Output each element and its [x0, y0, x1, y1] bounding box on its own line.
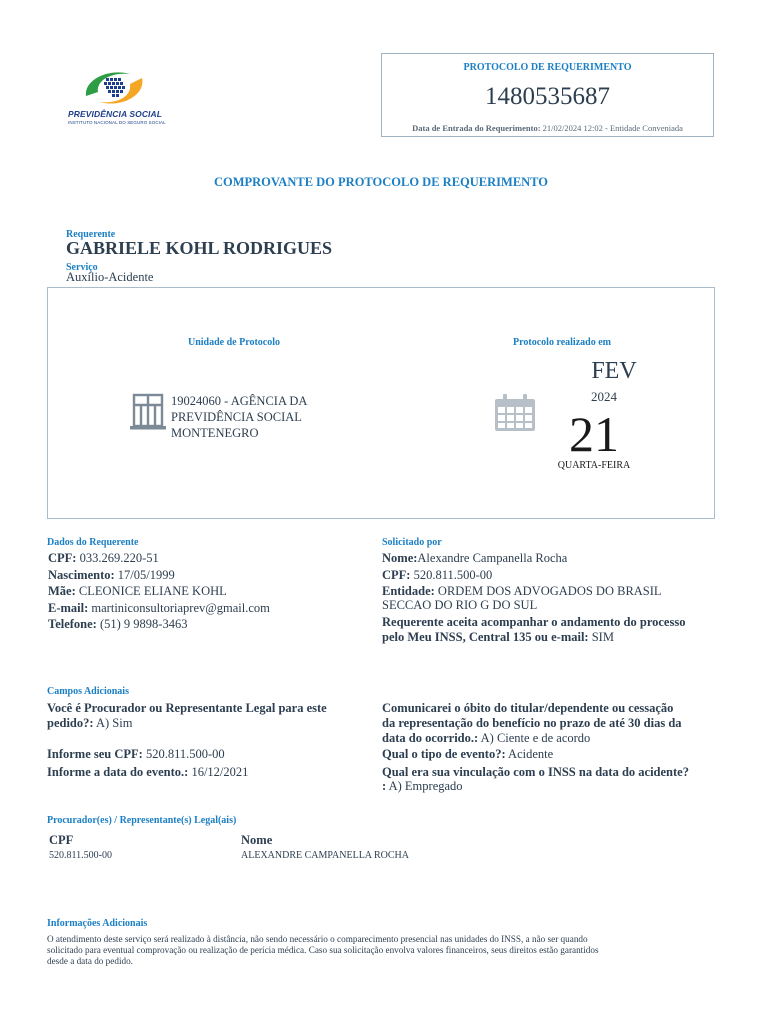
- question-1: [47, 700, 327, 716]
- inss-logo: [66, 66, 166, 130]
- additional-info-title: Informações Adicionais: [47, 918, 148, 929]
- requester-cpf-value: 033.269.220-51: [79, 551, 159, 565]
- requester-phone-key: Telefone:: [48, 617, 97, 631]
- unit-name: [171, 393, 307, 441]
- representative-cpf: 520.811.500-00: [49, 850, 112, 861]
- question-4-cont-1: [382, 715, 682, 731]
- requester-data-title: Dados do Requerente: [47, 537, 139, 548]
- requester-label: Requerente: [66, 229, 116, 240]
- protocol-unit-box: [47, 287, 715, 519]
- requester-accept-value: SIM: [591, 630, 614, 644]
- question-1-line-2: pedido?:: [47, 716, 94, 730]
- requested-by-entity-key: Entidade:: [382, 584, 435, 598]
- header-name: Nome: [241, 833, 273, 847]
- requested-by-cpf: [382, 567, 492, 583]
- protocol-number: 1480535687: [485, 83, 610, 110]
- question-4-line-3: data do ocorrido.:: [382, 731, 479, 745]
- document-title: COMPROVANTE DO PROTOCOLO DE REQUERIMENTO: [213, 175, 549, 189]
- protocol-entry-date: [382, 123, 713, 133]
- question-1-value: A) Sim: [95, 716, 133, 730]
- representatives-title: Procurador(es) / Representante(s) Legal(ais): [47, 815, 237, 826]
- requested-by-cpf-key: CPF:: [382, 568, 411, 582]
- requested-by-entity-line-1: ORDEM DOS ADVOGADOS DO BRASIL: [437, 584, 662, 598]
- representatives-header-cpf: [49, 832, 73, 848]
- unit-line-1: 19024060 - AGÊNCIA DA: [171, 394, 308, 408]
- requester-email-value: martiniconsultoriaprev@gmail.com: [91, 601, 270, 615]
- logo-subtitle: INSTITUTO NACIONAL DO SEGURO SOCIAL: [68, 120, 166, 125]
- previdencia-logo-icon: [82, 66, 146, 110]
- requester-phone-value: (51) 9 9898-3463: [99, 617, 188, 631]
- date-day: 21: [569, 406, 619, 462]
- requester-mother-key: Mãe:: [48, 584, 76, 598]
- unit-line-3: MONTENEGRO: [171, 426, 259, 440]
- question-2-value: 520.811.500-00: [145, 747, 225, 761]
- unit-line-2: PREVIDÊNCIA SOCIAL: [171, 410, 302, 424]
- question-6-value: A) Empregado: [388, 779, 463, 793]
- question-3: [47, 764, 248, 780]
- service-value: Auxílio-Acidente: [66, 270, 154, 284]
- requested-by-name-value: Alexandre Campanella Rocha: [417, 551, 568, 565]
- question-5-value: Acidente: [508, 747, 554, 761]
- requester-cpf: [48, 550, 159, 566]
- date-month: FEV: [591, 358, 637, 384]
- entry-label: Data de Entrada do Requerimento:: [412, 123, 541, 133]
- question-1-line-1: Você é Procurador ou Representante Legal para este: [47, 701, 327, 715]
- requester-accept-cont: [382, 629, 614, 645]
- representative-name: ALEXANDRE CAMPANELLA ROCHA: [241, 850, 409, 861]
- requester-accept-line-1: Requerente aceita acompanhar o andamento do processo: [382, 615, 686, 629]
- requester-mother-value: CLEONICE ELIANE KOHL: [78, 584, 227, 598]
- building-icon: [130, 392, 166, 430]
- question-3-key: Informe a data do evento.:: [47, 765, 189, 779]
- header-cpf: CPF: [49, 833, 74, 847]
- additional-fields-title: Campos Adicionais: [47, 686, 129, 697]
- requested-by-cpf-value: 520.811.500-00: [413, 568, 493, 582]
- requested-by-title: Solicitado por: [382, 537, 442, 548]
- additional-info-text: [47, 934, 747, 967]
- requester-birth-key: Nascimento:: [48, 568, 115, 582]
- requested-by-entity-line-2: SECCAO DO RIO G DO SUL: [382, 598, 538, 612]
- requested-by-name: [382, 550, 567, 566]
- date-year: 2024: [591, 389, 617, 404]
- question-2-key: Informe seu CPF:: [47, 747, 143, 761]
- requester-email-key: E-mail:: [48, 601, 89, 615]
- question-6-line-2: :: [382, 779, 387, 793]
- question-5: [382, 746, 553, 762]
- requested-by-name-key: Nome:: [382, 551, 418, 565]
- calendar-icon: [494, 394, 536, 432]
- requester-cpf-key: CPF:: [48, 551, 77, 565]
- requester-phone: [48, 616, 187, 632]
- requester-birth-value: 17/05/1999: [117, 568, 175, 582]
- question-4: [382, 700, 673, 716]
- protocol-box: [381, 53, 714, 137]
- entry-value: 21/02/2024 12:02 - Entidade Conveniada: [542, 123, 683, 133]
- unit-label: Unidade de Protocolo: [187, 337, 281, 348]
- question-6-line-1: Qual era sua vinculação com o INSS na data do acidente?: [382, 765, 689, 779]
- question-2: [47, 746, 225, 762]
- requester-name: GABRIELE KOHL RODRIGUES: [66, 238, 333, 258]
- additional-info-line-1: O atendimento deste serviço será realizado à distância, não sendo necessário o comparecimento presencial nas unidades do INSS, a não ser quando: [47, 934, 588, 944]
- question-1-cont: [47, 715, 132, 731]
- question-4-line-2: da representação do benefício no prazo de até 30 dias da: [382, 716, 682, 730]
- question-4-line-1: Comunicarei o óbito do titular/dependente ou cessação: [382, 701, 674, 715]
- requested-by-entity-cont: [382, 597, 537, 613]
- question-5-key: Qual o tipo de evento?:: [382, 747, 506, 761]
- logo-title: PREVIDÊNCIA SOCIAL: [68, 109, 163, 119]
- service-label: Serviço: [66, 262, 98, 273]
- question-4-cont-2: [382, 730, 590, 746]
- date-weekday: QUARTA-FEIRA: [557, 460, 631, 471]
- question-6-cont: [382, 778, 463, 794]
- date-label: Protocolo realizado em: [513, 337, 611, 348]
- requester-accept: [382, 614, 685, 630]
- requester-birth: [48, 567, 175, 583]
- protocol-title: PROTOCOLO DE REQUERIMENTO: [463, 62, 632, 73]
- question-3-value: 16/12/2021: [191, 765, 249, 779]
- representatives-header-name: [241, 832, 272, 848]
- requester-mother: [48, 583, 227, 599]
- additional-info-line-2: solicitado para eventual comprovação ou realização de perícia médica. Caso sua solicitação envolva valores financeiros, seus direitos estão garantidos: [47, 945, 599, 955]
- question-4-value: A) Ciente e de acordo: [480, 731, 591, 745]
- requester-accept-line-2: pelo Meu INSS, Central 135 ou e-mail:: [382, 630, 589, 644]
- additional-info-line-3: desde a data do pedido.: [47, 956, 133, 966]
- requester-email: [48, 600, 270, 616]
